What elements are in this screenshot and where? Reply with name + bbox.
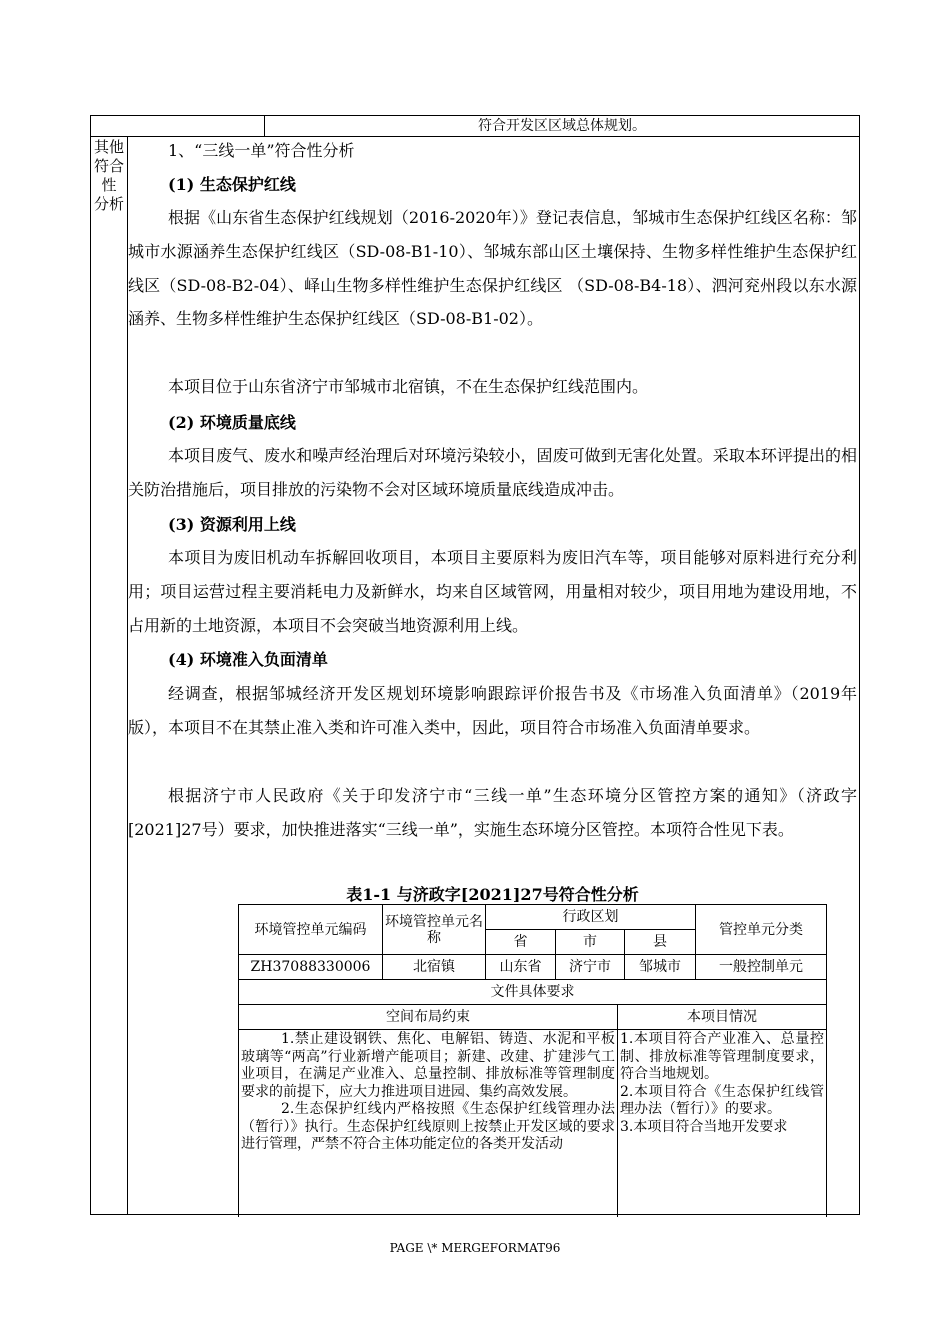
paragraph-redline-info: 根据《山东省生态保护红线规划（2016-2020年）》登记表信息，邹城市生态保护红线区名称：邹城市水源涵养生态保护红线区（SD-08-B1-10）、邹城东部山区土壤保持、生物多样性维护生态保护红线区（SD-08-B2-04）、峄山生物多样性维护生态保护红线区 （SD-08-B4-18）、泗河兖州段以东水源涵养、生物多样性维护生态保护红线区（SD-08-B1-02）。 [128, 208, 857, 329]
subheading-title: 资源利用上线 [199, 515, 296, 534]
top-row-text: 符合开发区区域总体规划。 [478, 118, 646, 134]
paragraph-environment-quality: 本项目废气、废水和噪声经治理后对环境污染较小，固废可做到无害化处置。采取本环评提出的相关防治措施后，项目排放的污染物不会对区域环境质量底线造成冲击。 [128, 446, 857, 499]
subheading-negative-list [168, 645, 328, 675]
requirement-item: 1.禁止建设钢铁、焦化、电解铝、铸造、水泥和平板玻璃等“两高”行业新增产能项目；新建、改建、扩建涉气工业项目，在满足产业准入、总量控制、排放标准等管理制度要求的前提下，应大力推进项目进园、集约高效发展。 [241, 1031, 615, 1100]
cell-unit-code: ZH37088330006 [238, 954, 383, 980]
project-status-details [617, 1029, 827, 1217]
table-caption: 表1-1 与济政字[2021]27号符合性分析 [346, 885, 639, 904]
left-label-line: 其他 [93, 138, 124, 156]
left-label [91, 136, 127, 214]
page-footer: PAGE \* MERGEFORMAT96 [389, 1241, 561, 1255]
header-county: 县 [624, 929, 696, 955]
subheading-resource-limit [168, 510, 296, 540]
cell-province: 山东省 [485, 954, 556, 980]
analysis-content [128, 136, 859, 1215]
subheading-number: (4) [168, 650, 195, 669]
paragraph-three-lines-requirement: 根据济宁市人民政府《关于印发济宁市“三线一单”生态环境分区管控方案的通知》（济政字[2021]27号）要求，加快推进落实“三线一单”，实施生态环境分区管控。本项符合性见下表。 [128, 786, 857, 839]
top-row [91, 116, 859, 137]
paragraph-resource-limit: 本项目为废旧机动车拆解回收项目，本项目主要原料为废旧汽车等，项目能够对原料进行充分利用；项目运营过程主要消耗电力及新鲜水，均来自区域管网，用量相对较少，项目用地为建设用地，不占用新的土地资源，本项目不会突破当地资源利用上线。 [128, 548, 857, 635]
left-label-line: 符合 [93, 157, 124, 175]
cell-unit-name: 北宿镇 [382, 954, 486, 980]
header-unit-category: 管控单元分类 [695, 904, 827, 955]
header-unit-code: 环境管控单元编码 [238, 904, 383, 955]
subheading-number: (3) [168, 515, 195, 534]
subheading-title: 环境准入负面清单 [199, 650, 328, 669]
left-label-line: 性 [101, 176, 117, 194]
header-spatial-constraint: 空间布局约束 [238, 1004, 618, 1030]
status-item: 1.本项目符合产业准入、总量控制、排放标准等管理制度要求，符合当地规划。 [620, 1031, 824, 1082]
header-city: 市 [555, 929, 625, 955]
compliance-table [238, 904, 827, 1217]
subheading-ecological-redline [168, 170, 296, 200]
left-label-column [91, 136, 128, 1215]
spatial-constraint-requirements [238, 1029, 618, 1217]
cell-unit-category: 一般控制单元 [695, 954, 827, 980]
status-item: 3.本项目符合当地开发要求 [620, 1118, 788, 1135]
requirement-item: 2.生态保护红线内严格按照《生态保护红线管理办法（暂行）》执行。生态保护红线原则上按禁止开发区域的要求进行管理，严禁不符合主体功能定位的各类开发活动 [241, 1101, 615, 1152]
left-label-line: 分析 [93, 195, 124, 213]
status-item: 2.本项目符合《生态保护红线管理办法（暂行）》的要求。 [620, 1083, 824, 1117]
subheading-number: (1) [168, 175, 195, 194]
subheading-title: 生态保护红线 [199, 175, 296, 194]
cell-county: 邹城市 [624, 954, 696, 980]
subheading-environment-quality [168, 408, 296, 438]
cell-city: 济宁市 [555, 954, 625, 980]
subheading-title: 环境质量底线 [199, 413, 296, 432]
paragraph-negative-list: 经调查，根据邹城经济开发区规划环境影响跟踪评价报告书及《市场准入负面清单》（2019年版），本项目不在其禁止准入类和许可准入类中，因此，项目符合市场准入负面清单要求。 [128, 684, 857, 737]
section-title: 1、“三线一单”符合性分析 [168, 141, 355, 160]
subheading-number: (2) [168, 413, 195, 432]
requirements-title: 文件具体要求 [238, 979, 827, 1005]
header-project-status: 本项目情况 [617, 1004, 827, 1030]
paragraph-location: 本项目位于山东省济宁市邹城市北宿镇，不在生态保护红线范围内。 [168, 377, 649, 396]
page-frame [90, 115, 860, 1215]
header-unit-name: 环境管控单元名称 [382, 904, 486, 955]
header-province: 省 [485, 929, 556, 955]
header-admin-division: 行政区划 [485, 904, 696, 930]
